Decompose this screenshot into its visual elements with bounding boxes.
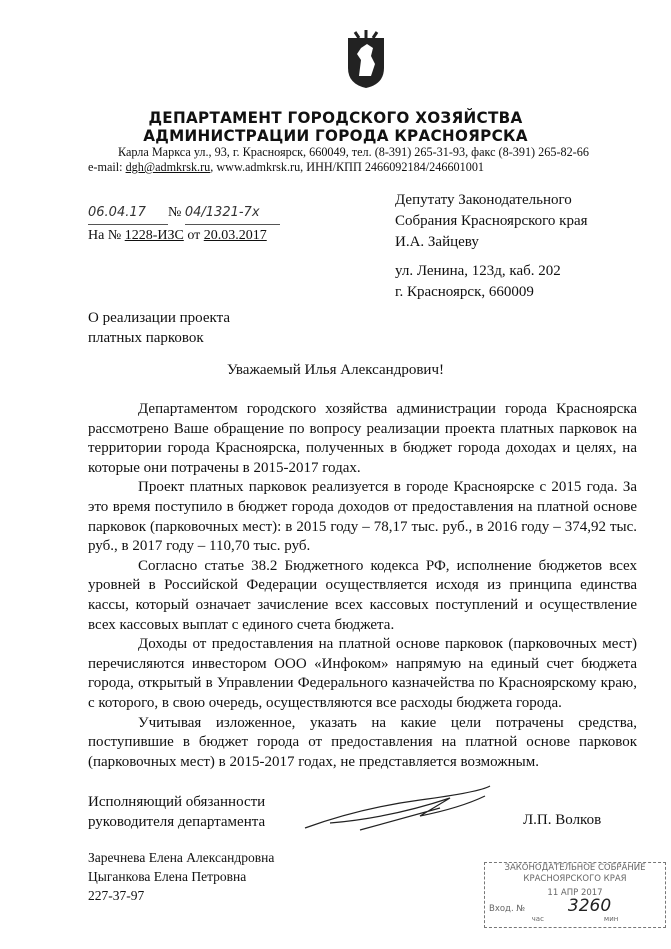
handwritten-signature: [300, 778, 500, 838]
position-line: руководителя департамента: [88, 814, 266, 830]
subject: [88, 308, 230, 348]
incoming-stamp: [484, 862, 666, 928]
recipient-name: И.А. Зайцеву: [395, 234, 479, 250]
outgoing-date: 06.04.17: [88, 202, 168, 225]
greeting: Уважаемый Илья Александрович!: [226, 362, 444, 378]
email-label: e-mail:: [88, 160, 126, 174]
stamp-incoming-number: 3260: [567, 896, 612, 916]
email-link[interactable]: dgh@admkrsk.ru: [125, 160, 211, 174]
address-line: Карла Маркса ул., 93, г. Красноярск, 660049, тел. (8-391) 265-31-93, факс (8-391) 265-82-66: [118, 145, 589, 159]
paragraph: Согласно статье 38.2 Бюджетного кодекса РФ, исполнение бюджетов всех уровней в Российской Федерации осуществляется исходя из принципа единства кассы, который означает зачисление всех кассовых поступлений и осуществление всех кассовых выплат с единого счета бюджета.: [88, 557, 637, 633]
signer-name: Л.П. Волков: [523, 812, 602, 828]
stamp-hours: час: [531, 915, 544, 923]
executor-phone: 227-37-97: [88, 888, 145, 903]
title-line-2: АДМИНИСТРАЦИИ ГОРОДА КРАСНОЯРСКА: [143, 126, 528, 145]
reference-block: [88, 202, 280, 247]
subject-line: О реализации проекта: [88, 310, 230, 326]
paragraph: Департаментом городского хозяйства администрации города Красноярска рассмотрено Ваше обращение по вопросу реализации проекта платных парковок на территории города Красноярска, полученных в бюджет города доходах и целях, на которые они потрачены в 2015-2017 годах.: [88, 401, 637, 476]
website-inn: , www.admkrsk.ru, ИНН/КПП 2466092184/246601001: [210, 160, 485, 174]
recipient-city: г. Красноярск, 660009: [395, 284, 534, 300]
title-line-1: ДЕПАРТАМЕНТ ГОРОДСКОГО ХОЗЯЙСТВА: [148, 108, 523, 127]
reply-date: 20.03.2017: [203, 228, 267, 243]
stamp-date: 11 АПР 2017: [547, 888, 603, 898]
stamp-minutes: мин: [603, 915, 619, 923]
department-title: [17, 109, 654, 145]
paragraph: Доходы от предоставления на платной основе парковок (парковочных мест) перечисляются инвестором ООО «Инфоком» напрямую на единый счет бюджета города, открытый в Управлении Федерального казначейства по Красноярскому краю, с которого, в свою очередь, осуществляются все расходы бюджета города.: [88, 636, 637, 711]
recipient-line: Депутату Законодательного: [395, 192, 572, 208]
recipient-address: ул. Ленина, 123д, каб. 202: [395, 263, 561, 279]
letter-body: [88, 400, 637, 772]
stamp-line: ЗАКОНОДАТЕЛЬНОЕ СОБРАНИЕ: [504, 863, 646, 873]
paragraph: Учитывая изложенное, указать на какие цели потрачены средства, поступившие в бюджет города от предоставления на платной основе парковок (парковочных мест) в 2015-2017 годах, не представляется возможным.: [88, 714, 637, 770]
reply-prefix: На №: [88, 228, 122, 243]
stamp-line: КРАСНОЯРСКОГО КРАЯ: [523, 874, 627, 884]
contact-info: [88, 145, 589, 175]
executors: [88, 848, 274, 905]
reply-from: от: [187, 228, 201, 243]
recipient-block: [395, 190, 588, 303]
position-line: Исполняющий обязанности: [88, 794, 266, 810]
paragraph: Проект платных парковок реализуется в городе Красноярске с 2015 года. За это время поступило в бюджет города доходов от предоставления на платной основе парковок (парковочных мест): в 2015 году – 78,17 тыс. руб., в 2016 году – 374,92 тыс. руб., в 2017 году – 110,70 тыс. руб.: [88, 479, 637, 555]
outgoing-number: 04/1321-7х: [185, 202, 280, 225]
recipient-line: Собрания Красноярского края: [395, 213, 588, 229]
executor-name: Заречнева Елена Александровна: [88, 850, 275, 865]
executor-name: Цыганкова Елена Петровна: [88, 869, 247, 884]
coat-of-arms-emblem: [345, 30, 387, 90]
stamp-incoming-label: Вход. №: [489, 904, 526, 914]
subject-line: платных парковок: [88, 330, 204, 346]
signer-position: [88, 792, 265, 832]
reply-number: 1228-ИЗС: [124, 228, 184, 243]
no-label: №: [168, 205, 182, 220]
